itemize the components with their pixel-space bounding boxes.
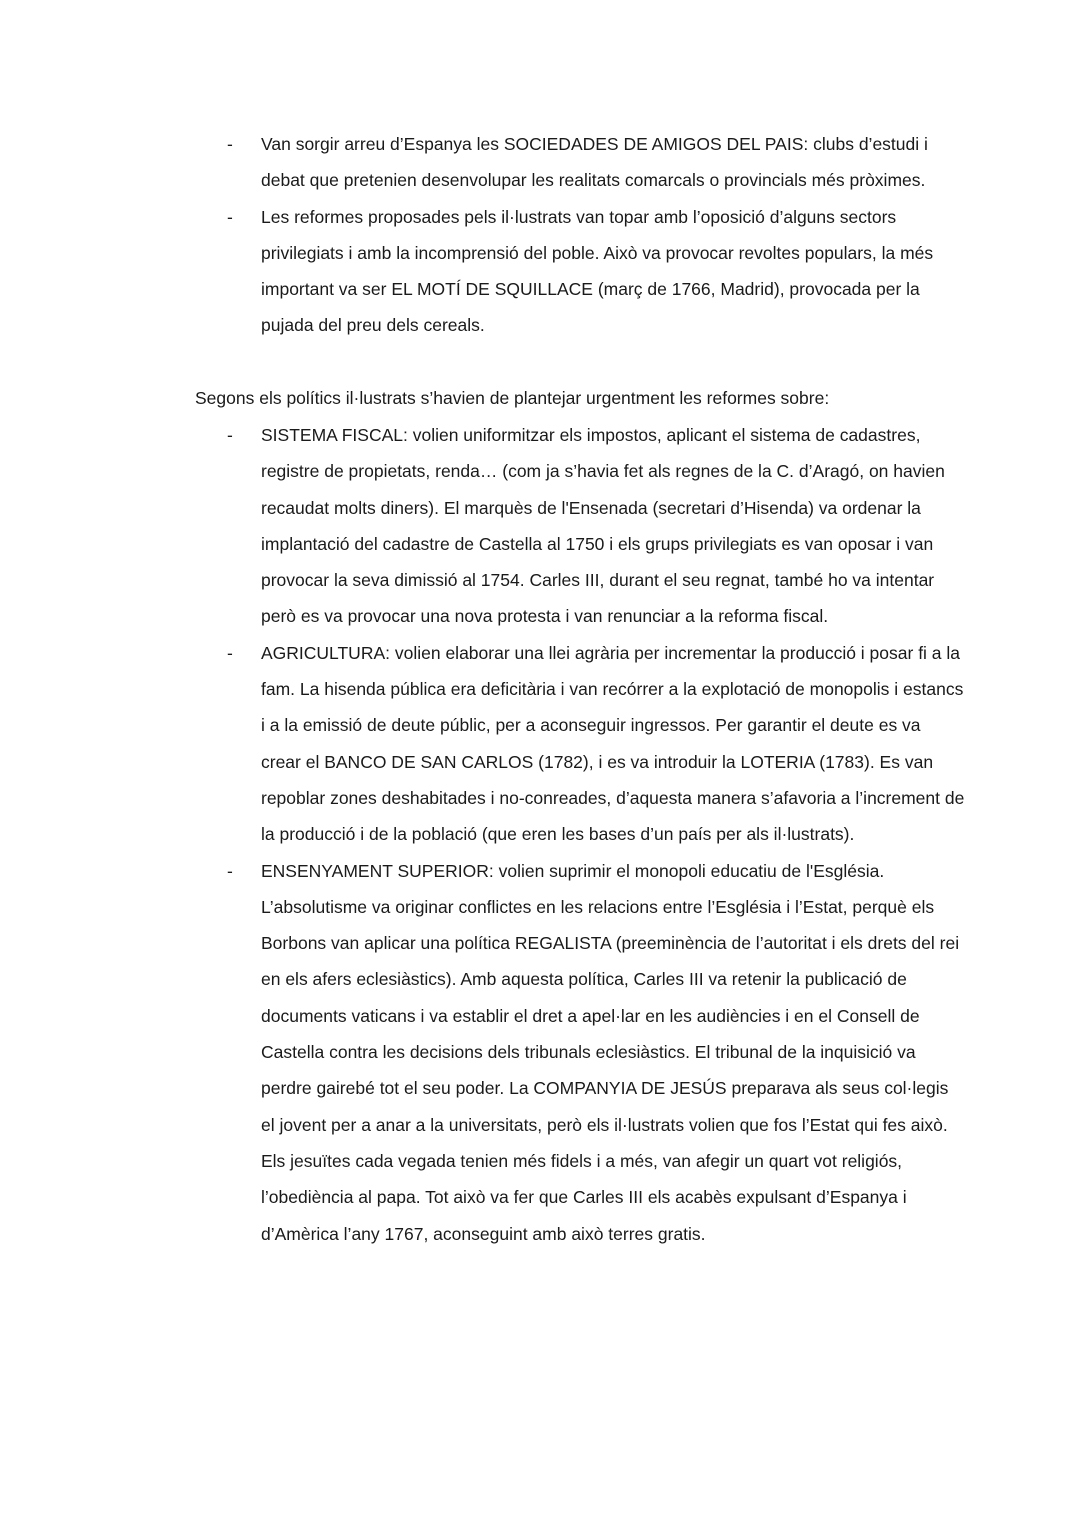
- bullet-list-top: [195, 126, 965, 344]
- list-item: [195, 853, 965, 1252]
- bullet-dash: -: [227, 642, 233, 663]
- bullet-list-reforms: [195, 417, 965, 1252]
- list-item-text: AGRICULTURA: volien elaborar una llei agrària per incrementar la producció i posar fi a la fam. La hisenda pública era deficitària i van recórrer a la explotació de monopolis i estancs i a la emissió de deute públic, per a aconseguir ingressos. Per garantir el deute es va crear el BANCO DE SAN CARLOS (1782), i es va introduir la LOTERIA (1783). Es van repoblar zones deshabitades i no-conreades, d’aquesta manera s’afavoria a l’increment de la producció i de la població (que eren les bases d’un país per als il·lustrats).: [261, 642, 965, 845]
- bullet-dash: -: [227, 206, 233, 227]
- list-item: [195, 126, 965, 199]
- list-item-text: Van sorgir arreu d’Espanya les SOCIEDADES DE AMIGOS DEL PAIS: clubs d’estudi i debat que pretenien desenvolupar les realitats comarcals o provincials més pròximes.: [261, 134, 928, 191]
- bullet-dash: -: [227, 425, 233, 445]
- bullet-dash: -: [227, 134, 233, 154]
- bullet-dash: -: [227, 860, 233, 881]
- list-item: [195, 635, 965, 853]
- list-item: [195, 199, 965, 344]
- list-item-text: Les reformes proposades pels il·lustrats van topar amb l’oposició d’alguns sectors privilegiats i amb la incomprensió del poble. Això va provocar revoltes populars, la més important va ser EL MOTÍ DE SQUILLACE (març de 1766, Madrid), provocada per la pujada del preu dels cereals.: [261, 206, 934, 336]
- list-item: [195, 417, 965, 635]
- intro-paragraph: Segons els polítics il·lustrats s’havien de plantejar urgentment les reformes sobre:: [195, 388, 830, 408]
- list-item-text: SISTEMA FISCAL: volien uniformitzar els impostos, aplicant el sistema de cadastres, registre de propietats, renda… (com ja s’havia fet als regnes de la C. d’Aragó, on havien recaudat molts diners). El marquès de l'Ensenada (secretari d’Hisenda) va ordenar la implantació del cadastre de Castella al 1750 i els grups privilegiats es van oposar i van provocar la seva dimissió al 1754. Carles III, durant el seu regnat, també ho va intentar però es va provocar una nova protesta i van renunciar a la reforma fiscal.: [261, 425, 945, 627]
- list-item-text: ENSENYAMENT SUPERIOR: volien suprimir el monopoli educatiu de l'Església. L’absolutisme va originar conflictes en les relacions entre l’Església i l’Estat, perquè els Borbons van aplicar una política REGALISTA (preeminència de l’autoritat i els drets del rei en els afers eclesiàstics). Amb aquesta política, Carles III va retenir la publicació de documents vaticans i va establir el dret a apel·lar en les audiències i en el Consell de Castella contra les decisions dels tribunals eclesiàstics. El tribunal de la inquisició va perdre gairebé tot el seu poder. La COMPANYIA DE JESÚS preparava als seus col·legis el jovent per a anar a la universitats, però els il·lustrats volien que fos l’Estat qui fes això. Els jesuïtes cada vegada tenien més fidels i a més, van afegir un quart vot religiós, l’obediència al papa. Tot això va fer que Carles III els acabès expulsant d’Espanya i d’Amèrica l’any 1767, aconseguint amb això terres gratis.: [261, 860, 960, 1244]
